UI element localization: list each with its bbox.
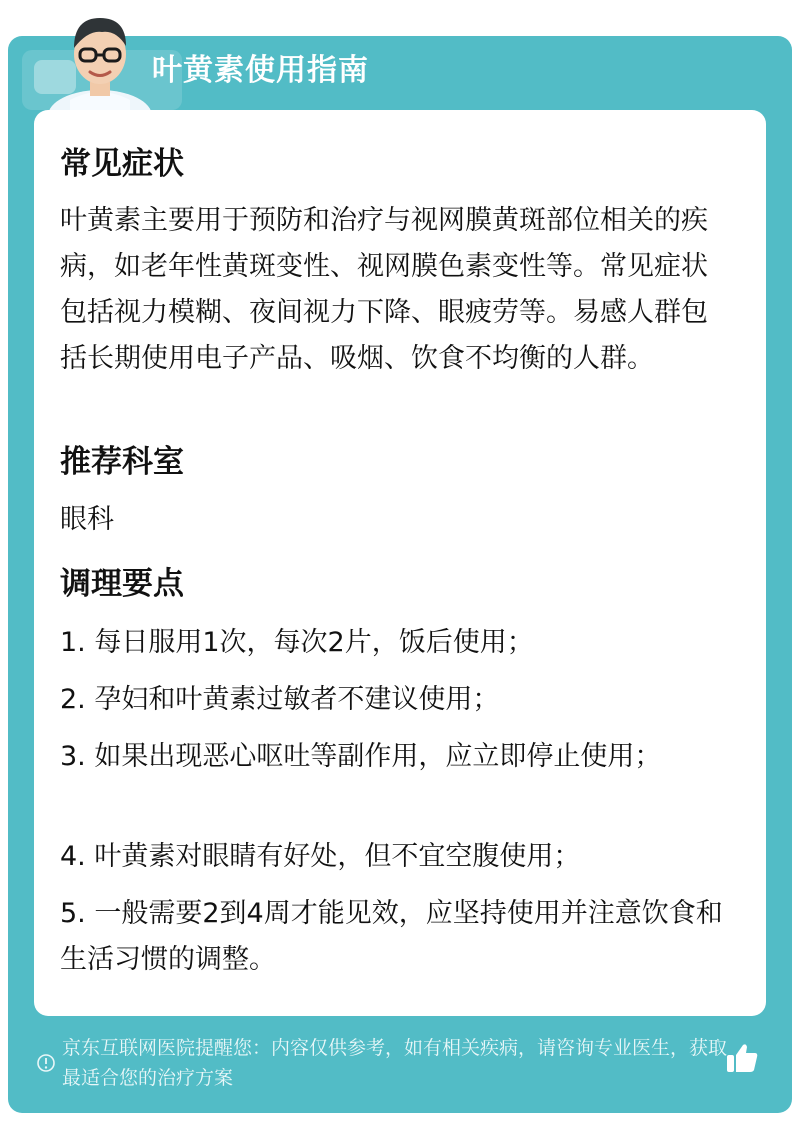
info-icon <box>36 1053 56 1073</box>
section-heading-care-points: 调理要点 <box>60 566 184 602</box>
section-heading-department: 推荐科室 <box>60 444 184 480</box>
doctor-avatar-icon <box>44 4 156 118</box>
section-body-symptoms: 叶黄素主要用于预防和治疗与视网膜黄斑部位相关的疾病，如老年性黄斑变性、视网膜色素变性等。常见症状包括视力模糊、夜间视力下降、眼疲劳等。易感人群包括长期使用电子产品、吸烟、饮食不均衡的人群。 <box>60 205 708 374</box>
list-item: 1. 每日服用1次，每次2片，饭后使用； <box>60 627 534 658</box>
list-item: 2. 孕妇和叶黄素过敏者不建议使用； <box>60 684 500 715</box>
disclaimer-text: 京东互联网医院提醒您：内容仅供参考，如有相关疾病，请咨询专业医生，获取最适合您的治疗方案 <box>62 1037 728 1089</box>
page-title: 叶黄素使用指南 <box>152 53 369 88</box>
thumbs-up-icon[interactable] <box>724 1040 760 1076</box>
list-item: 5. 一般需要2到4周才能见效，应坚持使用并注意饮食和生活习惯的调整。 <box>60 898 723 975</box>
section-body-department: 眼科 <box>60 504 114 535</box>
section-heading-symptoms: 常见症状 <box>60 146 184 182</box>
list-item: 4. 叶黄素对眼睛有好处，但不宜空腹使用； <box>60 841 581 872</box>
list-item: 3. 如果出现恶心呕吐等副作用，应立即停止使用； <box>60 741 662 772</box>
